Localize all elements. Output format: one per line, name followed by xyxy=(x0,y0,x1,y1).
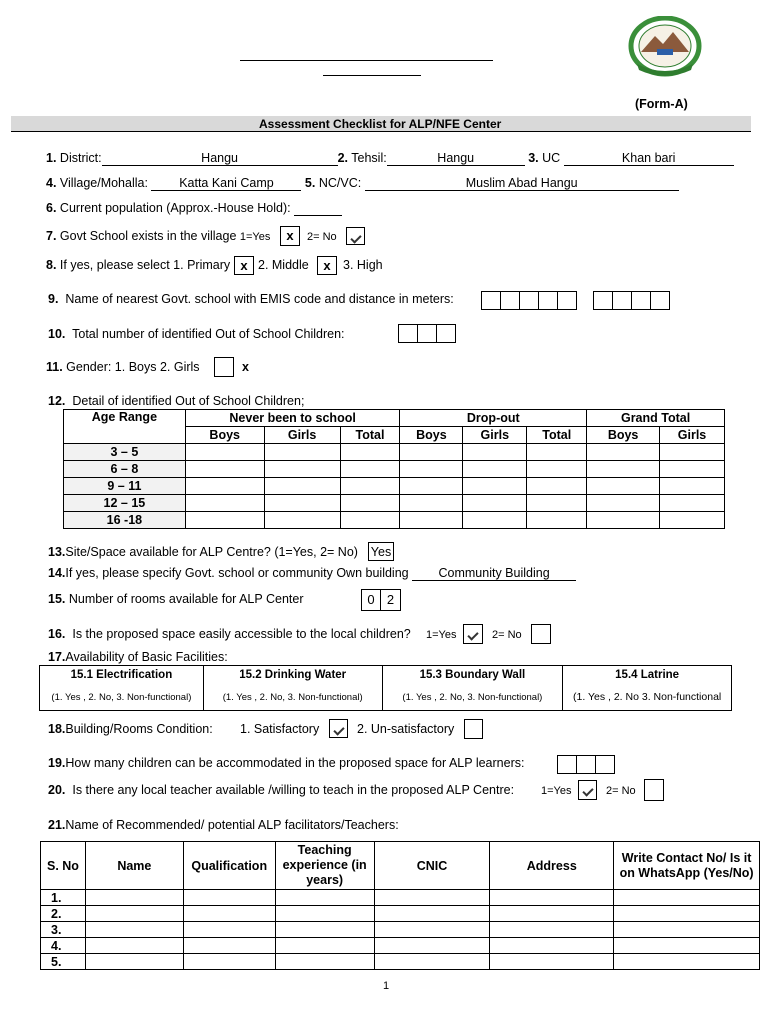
satisfactory-checkbox[interactable] xyxy=(329,719,348,738)
q9-row: 9. Name of nearest Govt. school with EMIS code and distance in meters: xyxy=(48,292,454,306)
table-row xyxy=(41,922,760,938)
q7-yes-box[interactable]: x xyxy=(280,226,300,246)
table-row xyxy=(64,478,725,495)
gender-mark: x xyxy=(242,360,249,374)
primary-box[interactable]: x xyxy=(234,256,254,275)
middle-box[interactable]: x xyxy=(317,256,337,275)
q17-row: 17.Availability of Basic Facilities: xyxy=(48,650,228,664)
q11-label: Gender: 1. Boys 2. Girls xyxy=(66,360,200,374)
header-line-2 xyxy=(323,75,421,76)
middle-label: 2. Middle xyxy=(258,258,309,272)
village-label: Village/Mohalla: xyxy=(59,176,148,190)
q9-label: Name of nearest Govt. school with EMIS code and distance in meters: xyxy=(65,292,454,306)
age-label: 16 -18 xyxy=(64,512,186,529)
q15-label: Number of rooms available for ALP Center xyxy=(68,592,304,606)
population-field[interactable] xyxy=(294,202,342,216)
address-header: Address xyxy=(490,842,614,890)
col-total: Total xyxy=(527,427,587,444)
row-number: 1. xyxy=(41,890,86,906)
facility-title: 15.3 Boundary Wall xyxy=(382,666,563,685)
district-label: District: xyxy=(59,151,102,165)
q1-row: 1. District: Hangu 2. Tehsil: Hangu 3. UC Khan bari xyxy=(46,151,734,166)
organization-logo xyxy=(627,16,703,80)
q18-label: Building/Rooms Condition: xyxy=(65,722,213,736)
q12-label: Detail of identified Out of School Children; xyxy=(72,394,305,408)
rooms-digit-1[interactable]: 0 xyxy=(361,589,381,611)
col-boys: Boys xyxy=(587,427,660,444)
ncvc-label: NC/VC: xyxy=(318,176,362,190)
table-row xyxy=(64,444,725,461)
girls-box[interactable] xyxy=(214,357,234,377)
distance-boxes[interactable] xyxy=(593,291,670,310)
col-boys: Boys xyxy=(185,427,264,444)
col-girls: Girls xyxy=(264,427,340,444)
experience-header: Teaching experience (in years) xyxy=(275,842,374,890)
capacity-boxes[interactable] xyxy=(557,755,615,774)
row-number: 5. xyxy=(41,954,86,970)
q17-label: Availability of Basic Facilities: xyxy=(65,650,228,664)
header-line-1 xyxy=(240,60,493,61)
uc-label: UC xyxy=(542,151,561,165)
age-range-header: Age Range xyxy=(64,410,186,444)
checkmark-icon xyxy=(350,232,361,243)
q8-label: If yes, please select 1. Primary xyxy=(59,258,231,272)
form-label: (Form-A) xyxy=(635,97,688,111)
rooms-digit-2[interactable]: 2 xyxy=(380,589,401,611)
district-value[interactable]: Hangu xyxy=(102,152,338,166)
col-girls: Girls xyxy=(463,427,527,444)
q20-yes-label: 1=Yes xyxy=(541,785,572,797)
q20-no-checkbox[interactable] xyxy=(644,779,664,801)
q6-row: 6. Current population (Approx.-House Hold): xyxy=(46,201,342,216)
q15-row: 15. Number of rooms available for ALP Center xyxy=(48,592,304,606)
q7-no-label: 2= No xyxy=(307,231,337,243)
facility-title: 15.1 Electrification xyxy=(40,666,204,685)
checkmark-icon xyxy=(582,785,593,796)
sno-header: S. No xyxy=(41,842,86,890)
q20-label: Is there any local teacher available /willing to teach in the proposed ALP Centre: xyxy=(72,783,515,797)
uc-value[interactable]: Khan bari xyxy=(564,152,734,166)
q16-yes-label: 1=Yes xyxy=(426,629,457,641)
q7-yes-label: 1=Yes xyxy=(239,231,271,243)
contact-header: Write Contact No/ Is it on WhatsApp (Yes/No) xyxy=(614,842,760,890)
q21-row: 21.Name of Recommended/ potential ALP facilitators/Teachers: xyxy=(48,818,399,832)
checkmark-icon xyxy=(467,629,478,640)
table-row xyxy=(64,461,725,478)
facility-title: 15.2 Drinking Water xyxy=(203,666,382,685)
row-number: 3. xyxy=(41,922,86,938)
q20-row: 20. Is there any local teacher available /willing to teach in the proposed ALP Centre: xyxy=(48,783,515,797)
facility-note[interactable]: (1. Yes , 2. No 3. Non-functional xyxy=(563,685,732,711)
col-boys: Boys xyxy=(400,427,463,444)
high-label: 3. High xyxy=(343,258,383,272)
q14-row: 14.If yes, please specify Govt. school or community Own building Community Building xyxy=(48,566,576,581)
table-row xyxy=(41,906,760,922)
building-type-value[interactable]: Community Building xyxy=(412,567,576,581)
name-header: Name xyxy=(85,842,183,890)
q13-label: Site/Space available for ALP Centre? (1=Yes, 2= No) xyxy=(65,545,358,559)
q13-row: 13.Site/Space available for ALP Centre? (1=Yes, 2= No) xyxy=(48,545,358,559)
q7-no-checkbox[interactable] xyxy=(346,227,365,245)
q12-row: 12. Detail of identified Out of School Children; xyxy=(48,394,305,408)
never-been-header: Never been to school xyxy=(185,410,400,427)
q6-label: Current population (Approx.-House Hold): xyxy=(59,201,291,215)
q16-no-label: 2= No xyxy=(492,629,522,641)
dropout-header: Drop-out xyxy=(400,410,587,427)
age-label: 12 – 15 xyxy=(64,495,186,512)
q16-yes-checkbox[interactable] xyxy=(463,624,483,644)
table-row xyxy=(41,890,760,906)
unsatisfactory-label: 2. Un-satisfactory xyxy=(357,722,455,736)
q16-row: 16. Is the proposed space easily accessible to the local children? xyxy=(48,627,411,641)
site-available-box[interactable]: Yes xyxy=(368,542,394,561)
village-value[interactable]: Katta Kani Camp xyxy=(151,177,301,191)
oosc-count-boxes[interactable] xyxy=(398,324,456,343)
facility-title: 15.4 Latrine xyxy=(563,666,732,685)
facility-note[interactable]: (1. Yes , 2. No, 3. Non-functional) xyxy=(382,685,563,711)
satisfactory-label: 1. Satisfactory xyxy=(240,722,320,736)
row-number: 4. xyxy=(41,938,86,954)
tehsil-label: Tehsil: xyxy=(351,151,387,165)
q16-no-checkbox[interactable] xyxy=(531,624,551,644)
cnic-header: CNIC xyxy=(374,842,490,890)
facility-note[interactable]: (1. Yes , 2. No, 3. Non-functional) xyxy=(203,685,382,711)
q16-label: Is the proposed space easily accessible to the local children? xyxy=(72,627,411,641)
q7-label: Govt School exists in the village xyxy=(59,229,237,243)
table-row xyxy=(41,954,760,970)
age-label: 9 – 11 xyxy=(64,478,186,495)
facility-note[interactable]: (1. Yes , 2. No, 3. Non-functional) xyxy=(40,685,204,711)
page-title: Assessment Checklist for ALP/NFE Center xyxy=(259,117,502,131)
q14-label: If yes, please specify Govt. school or community Own building xyxy=(65,566,409,580)
tehsil-value[interactable]: Hangu xyxy=(387,152,525,166)
col-girls: Girls xyxy=(660,427,725,444)
row-number: 2. xyxy=(41,906,86,922)
qualification-header: Qualification xyxy=(183,842,275,890)
grand-total-header: Grand Total xyxy=(587,410,725,427)
age-label: 3 – 5 xyxy=(64,444,186,461)
emis-code-boxes[interactable] xyxy=(481,291,577,310)
q11-row: 11. Gender: 1. Boys 2. Girls xyxy=(46,360,200,374)
checkmark-icon xyxy=(333,724,344,735)
facilitators-table xyxy=(40,841,760,970)
q21-label: Name of Recommended/ potential ALP facilitators/Teachers: xyxy=(65,818,399,832)
facilities-table xyxy=(39,665,732,711)
q10-label: Total number of identified Out of School Children: xyxy=(72,327,345,341)
age-label: 6 – 8 xyxy=(64,461,186,478)
q19-label: How many children can be accommodated in the proposed space for ALP learners: xyxy=(65,756,525,770)
q18-row: 18.Building/Rooms Condition: xyxy=(48,722,213,736)
q8-row: 8. If yes, please select 1. Primary xyxy=(46,258,231,272)
ncvc-value[interactable]: Muslim Abad Hangu xyxy=(365,177,679,191)
col-total: Total xyxy=(340,427,400,444)
q7-row: 7. Govt School exists in the village 1=Yes xyxy=(46,229,271,243)
table-row xyxy=(41,938,760,954)
q20-yes-checkbox[interactable] xyxy=(578,780,597,800)
oosc-detail-table xyxy=(63,409,725,529)
q10-row: 10. Total number of identified Out of School Children: xyxy=(48,327,345,341)
unsatisfactory-checkbox[interactable] xyxy=(464,719,483,739)
q19-row: 19.How many children can be accommodated in the proposed space for ALP learners: xyxy=(48,756,525,770)
q4-row: 4. Village/Mohalla: Katta Kani Camp 5. NC/VC: Muslim Abad Hangu xyxy=(46,176,679,191)
table-row xyxy=(64,512,725,529)
q20-no-label: 2= No xyxy=(606,785,636,797)
page-number: 1 xyxy=(383,980,390,992)
table-row xyxy=(64,495,725,512)
